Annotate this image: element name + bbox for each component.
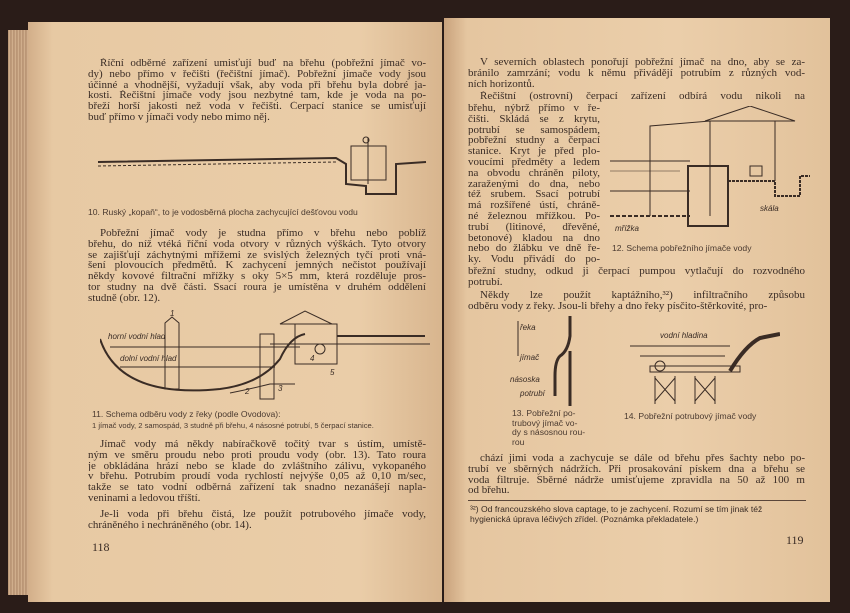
text-line: bránilo zamrzání; vodu k němu přivádějí potrubím z různých vod-	[468, 67, 805, 79]
text-line: Pobřežní jímač vody je studna přímo v břehu nebo poblíž	[100, 228, 426, 239]
water-level-label: vodní hladina	[660, 331, 708, 340]
text-line: trubový jímač vo-	[512, 417, 578, 428]
text-line: má rozšířené ústí, chráně-	[468, 200, 600, 211]
text-line: Někdy lze použít kaptážního,³²) infiltračního způsobu	[480, 290, 805, 301]
text-line: pobřežní studny a čerpací	[468, 135, 600, 147]
text-line: břehu, nýbrž přímo v ře-	[468, 103, 600, 114]
figure-13-siphon-intake	[510, 316, 600, 406]
text-line: se zajišťují záchytnými mřížemi ze svislých železných tyčí proti vná-	[88, 249, 426, 261]
text-line: 13. Pobřežní po-	[512, 408, 576, 418]
text-line: Řečištní (ostrovní) čerpací zařízení odbírá vodu nikoli na	[480, 91, 805, 102]
text-line: kosti. Řečištní jímače vody jsou nezbytné tam, kde je voda na po-	[88, 90, 426, 102]
text-line: dy) nebo přímo v řečišti (řečištní jímač). Pobřežní jímače vody jsou	[88, 68, 426, 80]
text-line: tor studny na dvě části. Ssací roura je umístěna v druhém oddělení	[88, 281, 426, 293]
paragraph-riverbed-narrow	[468, 103, 600, 265]
rock-label: skála	[760, 204, 779, 213]
text-line: účinné a vhodnější, vyžadují však, aby voda při břehu byla dobré ja-	[88, 79, 426, 91]
paragraph-collection-tanks	[468, 453, 805, 496]
text-line: né železnou mřížkou. Po-	[468, 210, 600, 222]
paragraph-intake-types	[88, 58, 426, 123]
label-3: 3	[278, 384, 283, 393]
text-line: Říční odběrné zařízení umisťují buď na břehu (pobřežní jímač vo-	[100, 58, 426, 69]
text-line: trubí ve sběrných nádržích. Při prosakování pískem dna a břehu se	[468, 463, 805, 475]
text-line: je obkládána hrází nebo se klade do zvláštního zálivu, vykopaného	[88, 460, 426, 472]
figure-10-caption: 10. Ruský „kopaň“, to je vodosběrná plocha zachycující dešťovou vodu	[88, 207, 358, 217]
text-line: stanice. Kryt je před plo-	[468, 146, 600, 157]
figure-10-kopan	[96, 134, 432, 196]
text-line: chází jimi voda a zachycuje se dále od břehu přes šachty nebo po-	[480, 453, 805, 464]
text-line: ních horizontů.	[468, 78, 535, 90]
text-line: voucími předměty a ledem	[468, 156, 600, 168]
text-line: dy s násosnou rou-	[512, 427, 586, 437]
text-line: veninami a ledovou tříští.	[88, 492, 201, 504]
footnote	[470, 504, 806, 524]
text-line: potrubí se samospádem,	[468, 124, 600, 136]
upper-water-level-label: horní vodní hlad	[108, 332, 166, 341]
text-line: zaraženými do dna, nebo	[468, 178, 600, 190]
page-edges	[8, 30, 30, 595]
text-line: chráněného i nechráněného (obr. 14).	[88, 519, 252, 531]
text-line: takže se tato vodní odběrná zařízení tak snadno nezanášejí napla-	[88, 482, 426, 493]
figure-14-pipe-intake	[630, 326, 780, 406]
figure-11-caption-legend: 1 jímač vody, 2 samospád, 3 studně při břehu, 4 násosné potrubí, 5 čerpací stanice.	[92, 421, 374, 430]
figure-12-shore-intake	[610, 106, 810, 241]
text-line: na obvodu chráněn piloty,	[468, 167, 600, 179]
label-5: 5	[330, 368, 335, 377]
figure-11-schema	[100, 309, 430, 404]
text-line: břehu, do níž vtéká říční voda otvory v různých výškách. Tyto otvory	[88, 238, 426, 250]
figure-13-caption	[512, 409, 592, 447]
text-line: V severních oblastech ponořují pobřežní jímač na dno, aby se za-	[480, 57, 805, 68]
intake-label: jímač	[520, 353, 540, 362]
label-2: 2	[245, 387, 250, 396]
text-line: šení plovoucích předmětů. K zachycení jemných nečistot používají	[88, 260, 426, 272]
text-line: břežní studny, odkud ji čerpací pumpou vytlačují do rozvodného	[468, 266, 805, 277]
text-line: voda filtruje. Sběrné nádrže umisťujeme zpravidla na 50 až 100 m	[468, 474, 805, 486]
text-line: v břehu. Potrubím proudí voda rychlostí nejvýše 0,05 až 0,10 m/sec,	[88, 471, 426, 483]
lower-water-level-label: dolní vodní hlad	[120, 354, 177, 363]
pipe-label: potrubí	[520, 389, 545, 398]
text-line: betonové) kladou na dno	[468, 232, 600, 244]
paragraph-riverbed-rest	[468, 266, 805, 288]
paragraph-infiltration	[468, 290, 805, 312]
text-line: Jímač vody má někdy nabíračkově točitý tvar s ústím, umístě-	[100, 439, 426, 450]
text-line: buď přímo v jímači vody nebo mimo něj.	[88, 111, 270, 123]
figure-12-caption: 12. Schema pobřežního jímače vody	[612, 243, 752, 253]
text-line: od břehu.	[468, 485, 510, 497]
label-1: 1	[170, 309, 175, 318]
text-line: ³²) Od francouzského slova captage, to je zachycení. Rozumí se tím jinak též	[470, 504, 763, 514]
figure-11-caption-title: 11. Schema odběru vody z řeky (podle Ovodova):	[92, 409, 281, 419]
page-number-left: 118	[92, 540, 110, 554]
page-number-right: 119	[786, 533, 804, 547]
paragraph-pipe-intake	[88, 509, 426, 531]
label-4: 4	[310, 354, 315, 363]
text-line: břeží horší jakosti než voda v řečišti. Čerpací stanice se umisťují	[88, 101, 426, 112]
text-line: též srubem. Ssací potrubí	[468, 189, 600, 201]
paragraph-shore-intake	[88, 228, 426, 304]
figure-14-caption: 14. Pobřežní potrubový jímač vody	[624, 411, 757, 421]
text-line: někdy kovové filtrační mřížky s oky 5×5 mm, která rozděluje pros-	[88, 271, 426, 282]
text-line: hygienická úprava léčivých zřídel. (Poznámka překladatele.)	[470, 514, 699, 524]
river-label: řeka	[520, 323, 536, 332]
footnote-divider	[468, 500, 806, 501]
text-line: Je-li voda při břehu čistá, lze použít potrubového jímače vody,	[100, 509, 426, 520]
text-line: nebo do žlábku ve dně ře-	[468, 243, 600, 255]
grate-label: mřížka	[615, 224, 639, 233]
paragraph-intake-shape	[88, 439, 426, 504]
text-line: potrubí.	[468, 276, 503, 288]
text-line: odběru vody z řeky. Jsou-li břehy a dno řeky písčito-štěrkovité, pro-	[468, 300, 768, 312]
siphon-label: násoska	[510, 375, 540, 384]
text-line: studně (obr. 12).	[88, 292, 161, 304]
text-line: rou	[512, 436, 525, 447]
paragraph-northern-regions	[468, 57, 805, 89]
text-line: trubí (litinové, dřevěné,	[468, 221, 600, 233]
text-line: čišti. Skládá se z krytu,	[468, 113, 600, 125]
text-line: ným ve směru proudu nebo proti proudu vody (obr. 13). Tato roura	[88, 449, 426, 461]
text-line: ky. Vodu přivádí do po-	[468, 254, 600, 265]
paragraph-riverbed-first-line	[468, 91, 805, 102]
